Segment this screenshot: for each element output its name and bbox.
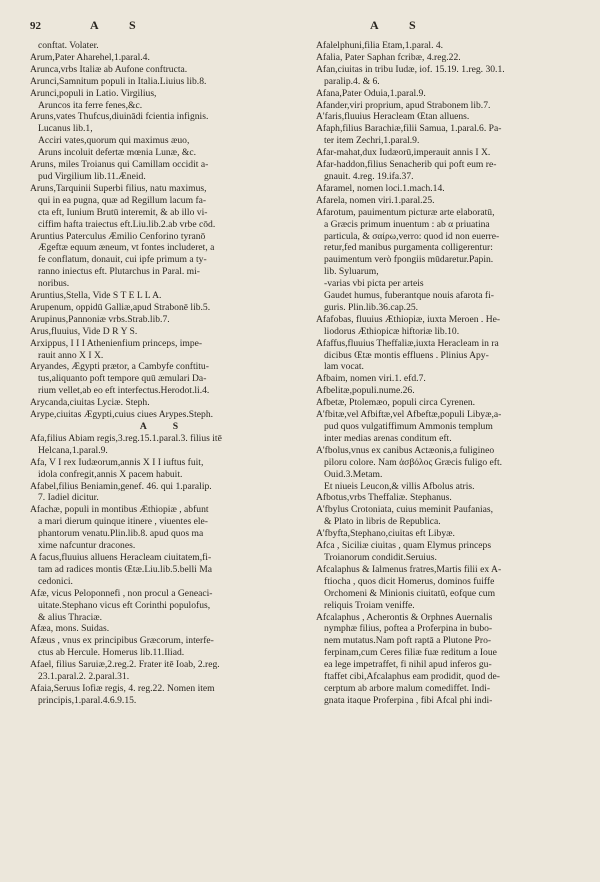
- running-header: [30, 18, 586, 34]
- dictionary-line: A'fbitæ,vel Afbiftæ,vel Afbeftæ,populi Libyæ,a-: [316, 409, 502, 421]
- dictionary-line: & alius Thraciæ.: [38, 611, 103, 623]
- dictionary-line: A facus,fluuius alluens Heracleam ciuitatem,fi-: [30, 551, 212, 563]
- dictionary-line: Arum,Pater Aharehel,1.paral.4.: [30, 51, 150, 63]
- dictionary-line: fe conflatum, donauit, cui ipfe primum a ty-: [38, 254, 207, 266]
- dictionary-line: gnata itaque Proferpina , fibi Afcal phi indi-: [324, 694, 493, 706]
- dictionary-line: Afabel,filius Beniamin,genef. 46. qui 1.paralip.: [30, 480, 212, 492]
- dictionary-line: Afaia,Seruus Iofiæ regis, 4. reg.22. Nomen item: [30, 682, 215, 694]
- dictionary-line: Afalia, Pater Saphan fcribæ, 4.reg.22.: [316, 51, 461, 63]
- dictionary-line: Aruns incoluit defertæ mœnia Lunæ, &c.: [38, 147, 197, 159]
- dictionary-line: nymphæ filius, poftea a Proferpina in bubo-: [324, 623, 493, 635]
- dictionary-line: Afaramel, nomen loci.1.mach.14.: [316, 182, 445, 194]
- right-column: [316, 40, 586, 707]
- dictionary-line: ftaffet cibi,Afcalaphus eam prodidit, quod de-: [324, 671, 500, 683]
- dictionary-line: ciffim hafta traiectus eft.Liu.lib.2.ab vrbe cōd.: [38, 218, 216, 230]
- dictionary-line: ctus ab Hercule. Homerus lib.11.Iliad.: [38, 647, 185, 659]
- dictionary-line: idola confregit,annis X pacem habuit.: [38, 468, 183, 480]
- dictionary-line: Afaph,filius Barachiæ,filii Samua, 1.paral.6. Pa-: [316, 123, 502, 135]
- dictionary-line: Troianorum condidit.Seruius.: [324, 551, 437, 563]
- dictionary-line: Lucanus lib.1,: [38, 123, 93, 135]
- dictionary-line: 23.1.paral.2. 2.paral.31.: [38, 671, 130, 683]
- dictionary-line: ter item Zechri,1.paral.9.: [324, 135, 420, 147]
- dictionary-line: Afbaim, nomen viri.1. efd.7.: [316, 373, 426, 385]
- dictionary-line: ea lege impetraffet, fi nihil apud inferos gu-: [324, 659, 492, 671]
- dictionary-line: Afael, filius Saruiæ,2.reg.2. Frater itē Ioab, 2.reg.: [30, 659, 220, 671]
- dictionary-line: a Græcis primum inuentum : ab α priuatina: [324, 218, 490, 230]
- dictionary-line: Et niueis Leucon,& villis Afbolus atris.: [324, 480, 475, 492]
- dictionary-line: Afbetæ, Ptolemæo, populi circa Cyrenen.: [316, 397, 476, 409]
- dictionary-line: -varias vbi picta per arteis: [324, 278, 424, 290]
- dictionary-line: ftiocha , quos dicit Homerus, dominos fuiffe: [324, 575, 495, 587]
- dictionary-line: ranno iniectus eft. Plutarchus in Paral. mi-: [38, 266, 200, 278]
- dictionary-line: Afarela, nomen viri.1.paral.25.: [316, 194, 435, 206]
- dictionary-line: inter medias arenas conditum eft.: [324, 432, 452, 444]
- dictionary-line: Arunci,populi in Latio. Virgilius,: [30, 87, 157, 99]
- dictionary-line: A'fbyfta,Stephano,ciuitas eft Libyæ.: [316, 528, 455, 540]
- dictionary-line: tam ad radices montis Œtæ.Liu.lib.5.belli Ma: [38, 563, 212, 575]
- dictionary-line: Afander,viri proprium, apud Strabonem lib.7.: [316, 99, 491, 111]
- dictionary-line: noribus.: [38, 278, 70, 290]
- dictionary-line: a mari dierum quinque itinere , viuentes ele-: [38, 516, 208, 528]
- dictionary-line: ferpinam,cum Ceres filiæ fuæ reditum a Ioue: [324, 647, 497, 659]
- dictionary-line: Arxippus, I I I Athenienfium princeps, impe-: [30, 337, 203, 349]
- dictionary-line: rium vellet,ab eo eft interfectus.Herodot.li.4.: [38, 385, 210, 397]
- dictionary-line: Afachæ, populi in montibus Æthiopiæ , abfunt: [30, 504, 209, 516]
- dictionary-line: Afana,Pater Oduia,1.paral.9.: [316, 87, 426, 99]
- dictionary-line: Aruns, miles Troianus qui Camillam occidit a-: [30, 159, 209, 171]
- dictionary-line: tus,aliquanto poft tempore quū æmulari Da-: [38, 373, 207, 385]
- dictionary-line: Afcalaphus , Acherontis & Orphnes Auernalis: [316, 611, 493, 623]
- dictionary-line: Afæ, vicus Peloponnefi , non procul a Geneaci-: [30, 587, 213, 599]
- dictionary-line: particula, & σαίρω,verro: quod id non euerre-: [324, 230, 500, 242]
- dictionary-line: Aruntius,Stella, Vide S T E L L A.: [30, 290, 162, 302]
- dictionary-line: Afan,ciuitas in tribu Iudæ, iof. 15.19. 1.reg. 30.1.: [316, 63, 505, 75]
- dictionary-line: Aruns,vates Thufcus,diuinādi fcientia infignis.: [30, 111, 209, 123]
- dictionary-line: rauit anno X I X.: [38, 349, 104, 361]
- dictionary-line: Afcalaphus & Ialmenus fratres,Martis filii ex A-: [316, 563, 502, 575]
- dictionary-line: lam vocat.: [324, 361, 364, 373]
- dictionary-line: qui in ea pugna, quæ ad Regillum lacum fa-: [38, 194, 207, 206]
- dictionary-line: retur,fed manibus purgamenta colligerentur:: [324, 242, 493, 254]
- dictionary-line: Afafobas, fluuius Æthiopiæ, iuxta Meroen . He-: [316, 313, 501, 325]
- dictionary-line: dicibus Œtæ montis effluens . Plinius Apy-: [324, 349, 489, 361]
- dictionary-line: cerptum ab arbore malum comediffet. Indi-: [324, 682, 491, 694]
- dictionary-line: Gaudet humus, fuberantque nouis afarota fi-: [324, 290, 494, 302]
- dictionary-line: xime nafcuntur dracones.: [38, 540, 136, 552]
- dictionary-line: nem mutatus.Nam poft raptā a Plutone Pro-: [324, 635, 492, 647]
- left-column: [30, 40, 300, 707]
- dictionary-line: conftat. Volater.: [38, 40, 99, 51]
- dictionary-line: Arunca,vrbs Italiæ ab Aufone conftructa.: [30, 63, 188, 75]
- dictionary-line: Afa,filius Abiam regis,3.reg.15.1.paral.3. filius itē: [30, 432, 222, 444]
- dictionary-line: A'faris,fluuius Heracleam Œtan alluens.: [316, 111, 470, 123]
- dictionary-line: Arupinus,Pannoniæ vrbs.Strab.lib.7.: [30, 313, 170, 325]
- dictionary-line: principis,1.paral.4.6.9.15.: [38, 694, 137, 706]
- dictionary-line: & Plato in libris de Republica.: [324, 516, 441, 528]
- section-heading: A S: [139, 421, 191, 432]
- dictionary-line: Aruncos ita ferre fenes,&c.: [38, 99, 143, 111]
- dictionary-line: piloru colore. Nam ἀσβόλος Græcis fuligo eft.: [324, 456, 503, 468]
- dictionary-line: Afæus , vnus ex principibus Græcorum, interfe-: [30, 635, 214, 647]
- dictionary-line: Helcana,1.paral.9.: [38, 444, 108, 456]
- dictionary-line: lib. Syluarum,: [324, 266, 379, 278]
- dictionary-line: Aryandes, Ægypti prætor, a Cambyfe conftitu-: [30, 361, 209, 373]
- dictionary-line: Afalelphuni,filia Etam,1.paral. 4.: [316, 40, 444, 51]
- page-number: 92: [30, 20, 41, 32]
- dictionary-line: Aruntius Paterculus Æmilio Cenforino tyranō: [30, 230, 206, 242]
- dictionary-line: pud Virgilium lib.11.Æneid.: [38, 170, 146, 182]
- dictionary-line: uitate.Stephano vicus eft Corinthi populofus,: [38, 599, 211, 611]
- dictionary-line: Arycanda,ciuitas Lyciæ. Steph.: [30, 397, 150, 409]
- dictionary-line: A'fbylus Crotoniata, cuius meminit Paufanias,: [316, 504, 494, 516]
- header-right-letters: A S: [370, 18, 430, 32]
- dictionary-line: gnauit. 4.reg. 19.ifa.37.: [324, 170, 414, 182]
- header-left-letters: A S: [90, 18, 150, 32]
- dictionary-line: Arunci,Samnitum populi in Italia.Liuius lib.8.: [30, 75, 207, 87]
- dictionary-line: reliquis Troiam veniffe.: [324, 599, 415, 611]
- dictionary-line: Afbotus,vrbs Theffaliæ. Stephanus.: [316, 492, 452, 504]
- dictionary-line: Acciri vates,quorum qui maximus æuo,: [38, 135, 190, 147]
- dictionary-line: Orchomeni & Minionis ciuitatū, eofque cum: [324, 587, 496, 599]
- dictionary-line: A'fbolus,vnus ex canibus Actæonis,a fuligineo: [316, 444, 495, 456]
- dictionary-line: pauimentum verò fpongiis mūdaretur.Papin.: [324, 254, 494, 266]
- dictionary-line: pud quos vulgatiffimum Ammonis templum: [324, 421, 493, 432]
- dictionary-line: Afbelitæ,populi.nume.26.: [316, 385, 415, 397]
- dictionary-line: Ægeftæ equum æneum, vt fontes includeret, a: [38, 242, 215, 254]
- dictionary-line: Arus,fluuius, Vide D R Y S.: [30, 325, 138, 337]
- dictionary-line: Afca , Siciliæ ciuitas , quam Elymus princeps: [316, 540, 492, 552]
- dictionary-line: Afa, V I rex Iudæorum,annis X I I iuftus fuit,: [30, 456, 204, 468]
- dictionary-line: 7. Iadiel dicitur.: [38, 492, 99, 504]
- dictionary-line: Ouid.3.Metam.: [324, 468, 383, 480]
- dictionary-line: Afar-haddon,filius Senacherib qui poft eum re-: [316, 159, 497, 171]
- dictionary-line: Afaffus,fluuius Theffaliæ,iuxta Heracleam in ra: [316, 337, 499, 349]
- dictionary-line: paralip.4. & 6.: [324, 75, 380, 87]
- dictionary-line: Arype,ciuitas Ægypti,cuius ciues Arypes.Steph.: [30, 409, 214, 421]
- dictionary-line: cedonici.: [38, 575, 73, 587]
- dictionary-line: Arupenum, oppidū Galliæ,apud Strabonē lib.5.: [30, 301, 211, 313]
- dictionary-line: Afæa, mons. Suidas.: [30, 623, 110, 635]
- dictionary-line: Afarotum, pauimentum picturæ arte elaboratū,: [316, 206, 495, 218]
- text-columns: [30, 40, 586, 707]
- dictionary-line: liodorus Æthiopicæ hiftoriæ lib.10.: [324, 325, 460, 337]
- dictionary-line: Afar-mahat,dux Iudæorū,imperauit annis I X.: [316, 147, 491, 159]
- dictionary-line: cta eft, Iunium Brutū interemit, & ab illo vi-: [38, 206, 208, 218]
- dictionary-line: guris. Plin.lib.36.cap.25.: [324, 301, 419, 313]
- dictionary-line: phantorum venatu.Plin.lib.8. apud quos ma: [38, 528, 204, 540]
- dictionary-line: Aruns,Tarquinii Superbi filius, natu maximus,: [30, 182, 207, 194]
